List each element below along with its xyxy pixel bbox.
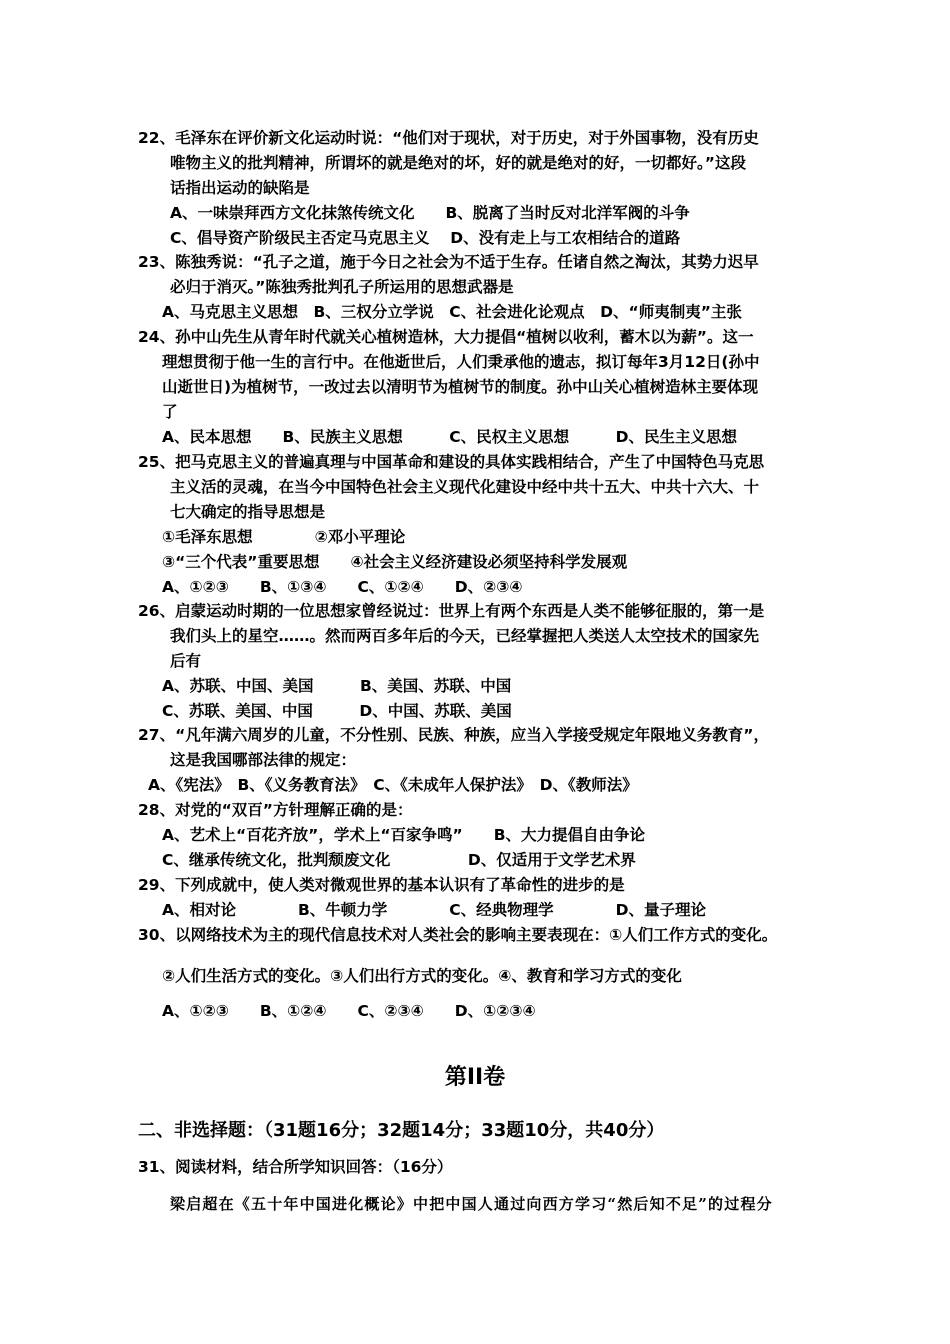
q25-options-3: A、①②③ B、①③④ C、①②④ D、②③④ — [162, 578, 523, 596]
q25-options-2: ③“三个代表”重要思想 ④社会主义经济建设必须坚持科学发展观 — [162, 553, 628, 571]
section-2-title: 第II卷 — [444, 1065, 506, 1090]
q29-line-1: 29、下列成就中，使人类对微观世界的基本认识有了革命性的进步的是 — [138, 876, 625, 894]
q27-line-1: 27、“凡年满六周岁的儿童，不分性别、民族、种族，应当入学接受规定年限地义务教育”， — [138, 726, 769, 744]
q27-options-1: A、《宪法》 B、《义务教育法》 C、《未成年人保护法》 D、《教师法》 — [148, 776, 638, 794]
q25-line-3: 七大确定的指导思想是 — [170, 503, 326, 521]
q28-line-1: 28、对党的“双百”方针理解正确的是： — [138, 801, 413, 819]
q24-line-4: 了 — [162, 403, 178, 421]
q25-line-2: 主义活的灵魂，在当今中国特色社会主义现代化建设中经中共十五大、中共十六大、十 — [170, 478, 760, 496]
q26-line-1: 26、启蒙运动时期的一位思想家曾经说过：世界上有两个东西是人类不能够征服的，第一是 — [138, 602, 765, 620]
q23-line-2: 必归于消灭。”陈独秀批判孔子所运用的思想武器是 — [170, 278, 514, 296]
q23-line-1: 23、陈独秀说：“孔子之道，施于今日之社会为不适于生存。任诸自然之淘汰，其势力迟早 — [138, 253, 759, 271]
q25-options-1: ①毛泽东思想 ②邓小平理论 — [162, 528, 406, 546]
q24-line-2: 理想贯彻于他一生的言行中。在他逝世后，人们秉承他的遗志，拟订每年3月12日(孙中 — [162, 353, 760, 371]
q22-line-2: 唯物主义的批判精神，所谓坏的就是绝对的坏，好的就是绝对的好，一切都好。”这段 — [170, 154, 746, 172]
q26-options-2: C、苏联、美国、中国 D、中国、苏联、美国 — [162, 702, 512, 720]
q30-options-1: ②人们生活方式的变化。③人们出行方式的变化。④、教育和学习方式的变化 — [162, 967, 682, 985]
q26-line-2: 我们头上的星空……。然而两百多年后的今天，已经掌握把人类送人太空技术的国家先 — [170, 627, 760, 645]
q26-options-1: A、苏联、中国、美国 B、美国、苏联、中国 — [162, 677, 512, 695]
q24-line-3: 山逝世日)为植树节，一改过去以清明节为植树节的制度。孙中山关心植树造林主要体现 — [162, 378, 759, 396]
q22-line-3: 话指出运动的缺陷是 — [170, 179, 310, 197]
q22-options-1: A、一味崇拜西方文化抹煞传统文化 B、脱离了当时反对北洋军阀的斗争 — [170, 204, 690, 222]
q30-options-2: A、①②③ B、①②④ C、②③④ D、①②③④ — [162, 1002, 536, 1020]
q31-material: 梁启超在《五十年中国进化概论》中把中国人通过向西方学习“然后知不足”的过程分 — [170, 1195, 773, 1213]
q31-title: 31、阅读材料，结合所学知识回答：（16分） — [138, 1158, 453, 1176]
q22-options-2: C、倡导资产阶级民主否定马克思主义 D、没有走上与工农相结合的道路 — [170, 229, 681, 247]
section-2-heading: 二、非选择题：（31题16分；32题14分；33题10分，共40分） — [138, 1120, 665, 1141]
q25-line-1: 25、把马克思主义的普遍真理与中国革命和建设的具体实践相结合，产生了中国特色马克思 — [138, 453, 765, 471]
q30-line-1: 30、以网络技术为主的现代信息技术对人类社会的影响主要表现在：①人们工作方式的变化。 — [138, 926, 778, 944]
q24-line-1: 24、孙中山先生从青年时代就关心植树造林，大力提倡“植树以收利，蓄木以为薪”。这一 — [138, 328, 754, 346]
q27-line-2: 这是我国哪部法律的规定： — [170, 751, 357, 769]
q28-options-2: C、继承传统文化，批判颓废文化 D、仅适用于文学艺术界 — [162, 851, 636, 869]
q26-line-3: 后有 — [170, 652, 202, 670]
q23-options-1: A、马克思主义思想 B、三权分立学说 C、社会进化论观点 D、“师夷制夷”主张 — [162, 303, 742, 321]
q29-options-1: A、相对论 B、牛顿力学 C、经典物理学 D、量子理论 — [162, 901, 707, 919]
q28-options-1: A、艺术上“百花齐放”，学术上“百家争鸣” B、大力提倡自由争论 — [162, 826, 646, 844]
q24-options-1: A、民本思想 B、民族主义思想 C、民权主义思想 D、民生主义思想 — [162, 428, 738, 446]
q22-line-1: 22、毛泽东在评价新文化运动时说：“他们对于现状，对于历史，对于外国事物，没有历史 — [138, 129, 759, 147]
